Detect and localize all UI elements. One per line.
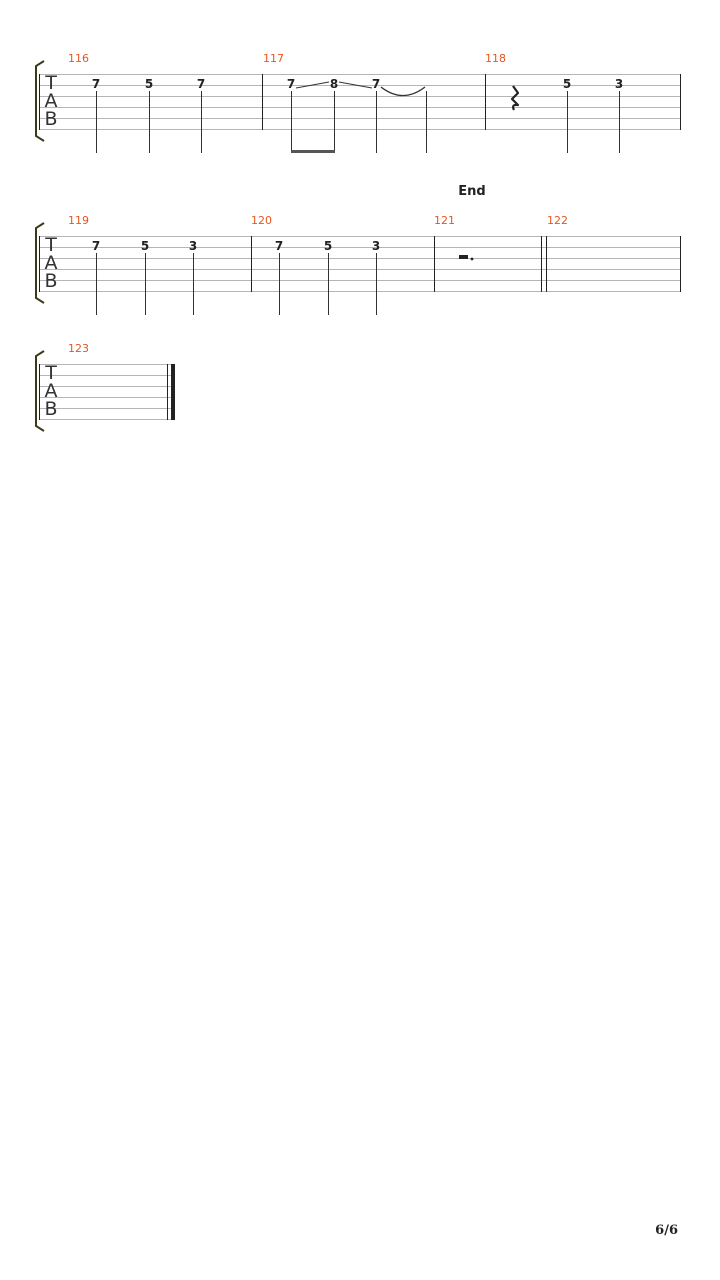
measure-number: 116 [68,52,89,65]
measure-number: 118 [485,52,506,65]
fret-number: 3 [614,77,624,91]
clef-b: B [44,398,58,420]
system-3 [36,342,175,431]
measure-number: 122 [547,214,568,227]
eighth-beam [291,150,335,153]
staff-lines [39,75,681,130]
tie-arc [381,87,425,96]
fret-number: 7 [286,77,296,91]
staff-lines [39,365,174,420]
clef-a: A [44,380,58,402]
staff-lines [39,237,681,292]
clef-b: B [44,108,58,130]
measure-number: 120 [251,214,272,227]
fret-number: 5 [562,77,572,91]
clef-a: A [44,90,58,112]
measure-number: 119 [68,214,89,227]
quarter-rest-icon [512,86,518,110]
clef-t: T [45,362,57,384]
clef-t: T [45,234,57,256]
fret-number: 3 [371,239,381,253]
dotted-half-rest-icon [459,255,473,260]
section-marker-end: End [458,184,486,199]
clef-b: B [44,270,58,292]
fret-number: 5 [144,77,154,91]
system-1 [36,52,681,153]
fret-number: 7 [196,77,206,91]
fret-number: 3 [188,239,198,253]
fret-number: 7 [371,77,381,91]
final-barline [168,364,176,420]
fret-number: 7 [91,77,101,91]
fret-number: 7 [91,239,101,253]
fret-number: 5 [140,239,150,253]
measure-number: 117 [263,52,284,65]
measure-number: 121 [434,214,455,227]
measure-number: 123 [68,342,89,355]
fret-number: 7 [274,239,284,253]
clef-a: A [44,252,58,274]
clef-t: T [45,72,57,94]
system-2 [36,214,681,315]
fret-number: 5 [323,239,333,253]
page-number: 6/6 [655,1223,678,1238]
fret-number: 8 [329,77,339,91]
